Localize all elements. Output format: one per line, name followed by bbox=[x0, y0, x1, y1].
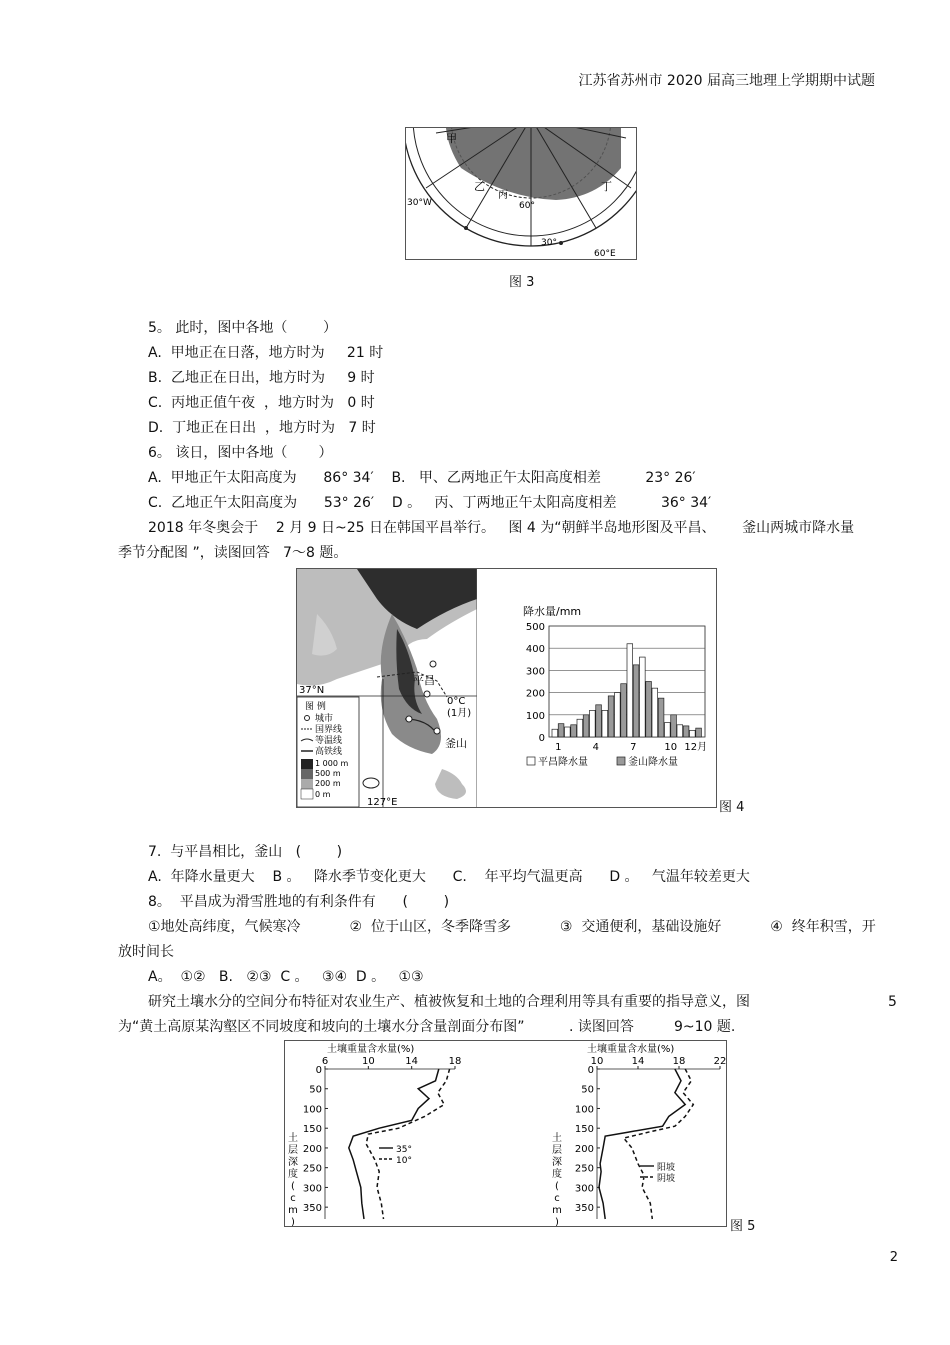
x-tick-label: 14 bbox=[631, 1056, 645, 1067]
x-tick-label: 22 bbox=[713, 1056, 726, 1067]
y-axis-label-char: m bbox=[288, 1205, 298, 1216]
figure-4 bbox=[296, 568, 717, 808]
label-60e: 60°E bbox=[594, 249, 616, 259]
intro-9-10-figure-number: 5 bbox=[888, 994, 897, 1010]
y-axis-label-char: 度 bbox=[552, 1169, 562, 1180]
bar-busan bbox=[558, 724, 564, 737]
x-tick-label: 18 bbox=[672, 1056, 686, 1067]
bar-busan bbox=[571, 725, 577, 737]
city-marker bbox=[424, 691, 430, 697]
bar-pyeongchang bbox=[590, 710, 596, 737]
intro-9-10-line2: 为“黄土高原某沟壑区不同坡度和坡向的土壤水分含量剖面分布图” . 读图回答 9~10 题. bbox=[118, 1019, 736, 1035]
x-tick-label: 10 bbox=[590, 1056, 604, 1067]
legend-railway: 高铁线 bbox=[315, 747, 343, 757]
bar-pyeongchang bbox=[652, 688, 658, 737]
figure-5-caption: 图 5 bbox=[730, 1219, 756, 1234]
bar-pyeongchang bbox=[690, 730, 696, 737]
series-line bbox=[599, 1069, 685, 1219]
q7-options: A. 年降水量更大 B 。 降水季节变化更大 C. 年平均气温更高 D 。 气温年较差更大 bbox=[148, 869, 750, 885]
city-marker bbox=[406, 716, 412, 722]
y-tick-label: 50 bbox=[309, 1084, 322, 1096]
soil-chart-slope-aspect bbox=[535, 1041, 726, 1226]
intro-7-8-line2: 季节分配图 ”，读图回答 7～8 题。 bbox=[118, 545, 348, 561]
bar-busan bbox=[633, 665, 639, 737]
y-tick-label: 350 bbox=[574, 1203, 594, 1215]
q6-stem: 6。 该日，图中各地（ ） bbox=[148, 445, 333, 461]
korea-map bbox=[297, 569, 477, 807]
city-marker bbox=[434, 728, 440, 734]
figure-4-caption: 图 4 bbox=[719, 800, 745, 815]
figure-3-caption: 图 3 bbox=[509, 275, 535, 290]
y-tick-label: 0 bbox=[538, 733, 545, 744]
legend-label: 釜山降水量 bbox=[628, 757, 678, 768]
y-tick-label: 300 bbox=[525, 666, 545, 678]
bar-busan bbox=[683, 726, 689, 737]
legend-city: 城市 bbox=[315, 714, 334, 724]
y-tick-label: 250 bbox=[574, 1163, 594, 1175]
y-tick-label: 350 bbox=[302, 1203, 322, 1215]
label-30w: 30°W bbox=[407, 198, 432, 208]
y-axis-label-char: c bbox=[554, 1193, 560, 1204]
bar-busan bbox=[658, 698, 664, 737]
q7-stem: 7. 与平昌相比，釜山 ( ) bbox=[148, 844, 343, 860]
y-tick-label: 300 bbox=[302, 1183, 322, 1195]
q8-body-line1: ①地处高纬度，气候寒冷 ② 位于山区，冬季降雪多 ③ 交通便利，基础设施好 ④ 终年积雪，开 bbox=[148, 919, 876, 935]
label-37n: 37°N bbox=[299, 685, 325, 696]
legend-label: 阳坡 bbox=[657, 1163, 676, 1173]
legend-swatch bbox=[527, 757, 535, 765]
legend-elev-0: 0 m bbox=[315, 790, 331, 799]
bar-pyeongchang bbox=[677, 725, 683, 737]
precip-y-label: 降水量/mm bbox=[523, 605, 582, 618]
y-tick-label: 150 bbox=[302, 1124, 322, 1136]
y-tick-label: 150 bbox=[574, 1124, 594, 1136]
y-axis-label-char: 深 bbox=[552, 1157, 562, 1168]
q5-option-c: C. 丙地正值午夜 ，地方时为 0 时 bbox=[148, 395, 375, 411]
legend-label: 平昌降水量 bbox=[538, 757, 588, 768]
label-pyeongchang: 平昌 bbox=[413, 674, 435, 687]
x-tick-label: 12月 bbox=[684, 742, 708, 753]
y-tick-label: 500 bbox=[525, 622, 545, 633]
y-axis-label-char: m bbox=[552, 1205, 562, 1216]
bar-pyeongchang bbox=[665, 723, 671, 737]
q5-option-a: A. 甲地正在日落，地方时为 21 时 bbox=[148, 345, 384, 361]
y-tick-label: 200 bbox=[574, 1143, 594, 1155]
legend-border: 国界线 bbox=[315, 725, 343, 735]
x-tick-label: 4 bbox=[592, 742, 599, 753]
page-number: 2 bbox=[889, 1250, 898, 1265]
y-tick-label: 250 bbox=[302, 1163, 322, 1175]
series-line bbox=[349, 1069, 439, 1219]
label-ding: 丁 bbox=[601, 180, 612, 193]
y-axis-label-char: ) bbox=[291, 1217, 295, 1226]
y-tick-label: 100 bbox=[525, 710, 545, 722]
y-tick-label: 200 bbox=[302, 1143, 322, 1155]
city-marker bbox=[430, 661, 436, 667]
legend-swatch bbox=[617, 757, 625, 765]
soil-left-title: 土壤重量含水量(%) bbox=[327, 1044, 415, 1055]
x-tick-label: 10 bbox=[361, 1056, 375, 1067]
y-axis-label-char: c bbox=[290, 1193, 296, 1204]
soil-right-title: 土壤重量含水量(%) bbox=[587, 1044, 675, 1055]
series-line bbox=[366, 1069, 449, 1219]
y-axis-label-char: ( bbox=[555, 1181, 559, 1192]
intro-9-10-line1: 研究土壤水分的空间分布特征对农业生产、植被恢复和土地的合理利用等具有重要的指导意义，图 bbox=[148, 994, 750, 1010]
q8-body-line2: 放时间长 bbox=[118, 944, 174, 960]
label-isotherm: 0°C bbox=[447, 696, 466, 707]
q8-stem: 8。 平昌成为滑雪胜地的有利条件有 ( ) bbox=[148, 894, 450, 910]
bar-pyeongchang bbox=[602, 710, 608, 737]
y-axis-label-char: 层 bbox=[552, 1145, 562, 1156]
q6-options-cd: C. 乙地正午太阳高度为 53° 26′ D 。 丙、丁两地正午太阳高度相差 36° 34′ bbox=[148, 495, 712, 511]
page-header: 江苏省苏州市 2020 届高三地理上学期期中试题 bbox=[578, 73, 875, 89]
legend-title: 图 例 bbox=[305, 702, 326, 712]
bar-pyeongchang bbox=[615, 693, 621, 737]
bar-busan bbox=[646, 682, 652, 738]
figure-3-diagram bbox=[406, 128, 636, 259]
q5-stem: 5。 此时，图中各地（ ） bbox=[148, 320, 337, 336]
q6-options-ab: A. 甲地正午太阳高度为 86° 34′ B. 甲、乙两地正午太阳高度相差 23° 26′ bbox=[148, 470, 696, 486]
x-tick-label: 1 bbox=[555, 742, 562, 753]
label-jia: 甲 bbox=[446, 132, 457, 145]
label-60-lat: 60° bbox=[519, 201, 535, 211]
y-tick-label: 300 bbox=[574, 1183, 594, 1195]
y-axis-label-char: ) bbox=[555, 1217, 559, 1226]
q8-options: A。 ①② B. ②③ C 。 ③④ D 。 ①③ bbox=[148, 969, 424, 985]
y-tick-label: 100 bbox=[574, 1104, 594, 1116]
label-yi: 乙 bbox=[474, 180, 485, 193]
soil-chart-slope-gradient bbox=[285, 1041, 485, 1226]
legend-elev-500: 500 m bbox=[315, 769, 341, 778]
y-tick-label: 400 bbox=[525, 644, 545, 656]
bar-busan bbox=[696, 728, 702, 737]
q5-option-d: D. 丁地正在日出 ，地方时为 7 时 bbox=[148, 420, 376, 436]
label-30-lat: 30° bbox=[541, 238, 557, 248]
label-bing: 丙 bbox=[498, 190, 508, 201]
y-axis-label-char: 土 bbox=[288, 1133, 298, 1144]
y-tick-label: 50 bbox=[581, 1084, 594, 1096]
bar-busan bbox=[671, 715, 677, 737]
y-tick-label: 0 bbox=[315, 1065, 322, 1076]
legend-elev-200: 200 m bbox=[315, 779, 341, 788]
bar-busan bbox=[583, 715, 589, 737]
legend-isotherm: 等温线 bbox=[315, 736, 343, 746]
y-tick-label: 100 bbox=[302, 1104, 322, 1116]
y-axis-label-char: ( bbox=[291, 1181, 295, 1192]
x-tick-label: 14 bbox=[405, 1056, 419, 1067]
series-line bbox=[624, 1069, 694, 1219]
bar-pyeongchang bbox=[552, 729, 558, 737]
bar-busan bbox=[621, 684, 627, 737]
bar-pyeongchang bbox=[577, 719, 583, 737]
bar-busan bbox=[608, 696, 614, 737]
legend-label: 10° bbox=[396, 1156, 412, 1166]
bar-pyeongchang bbox=[565, 727, 571, 737]
x-tick-label: 18 bbox=[448, 1056, 462, 1067]
intro-7-8-line1: 2018 年冬奥会于 2 月 9 日~25 日在韩国平昌举行。 图 4 为“朝鲜半岛地形图及平昌、 釜山两城市降水量 bbox=[148, 520, 855, 536]
q5-option-b: B. 乙地正在日出，地方时为 9 时 bbox=[148, 370, 375, 386]
label-127e: 127°E bbox=[367, 797, 398, 807]
figure-3 bbox=[405, 127, 637, 260]
label-busan: 釜山 bbox=[445, 737, 467, 750]
y-axis-label-char: 深 bbox=[288, 1157, 298, 1168]
figure-5 bbox=[284, 1040, 727, 1227]
y-axis-label-char: 度 bbox=[288, 1169, 298, 1180]
bar-busan bbox=[596, 705, 602, 737]
x-tick-label: 10 bbox=[664, 742, 678, 753]
x-tick-label: 7 bbox=[630, 742, 637, 753]
y-axis-label-char: 土 bbox=[552, 1133, 562, 1144]
bar-pyeongchang bbox=[640, 657, 646, 737]
legend-elev-1000: 1 000 m bbox=[315, 759, 349, 768]
label-isotherm-month: (1月) bbox=[447, 708, 472, 719]
y-tick-label: 200 bbox=[525, 688, 545, 700]
x-tick-label: 6 bbox=[321, 1056, 329, 1067]
legend-label: 阴坡 bbox=[657, 1174, 676, 1184]
y-axis-label-char: 层 bbox=[288, 1145, 298, 1156]
legend-label: 35° bbox=[396, 1145, 412, 1155]
precipitation-chart bbox=[477, 569, 716, 807]
bar-pyeongchang bbox=[627, 644, 633, 737]
y-tick-label: 0 bbox=[587, 1065, 594, 1076]
